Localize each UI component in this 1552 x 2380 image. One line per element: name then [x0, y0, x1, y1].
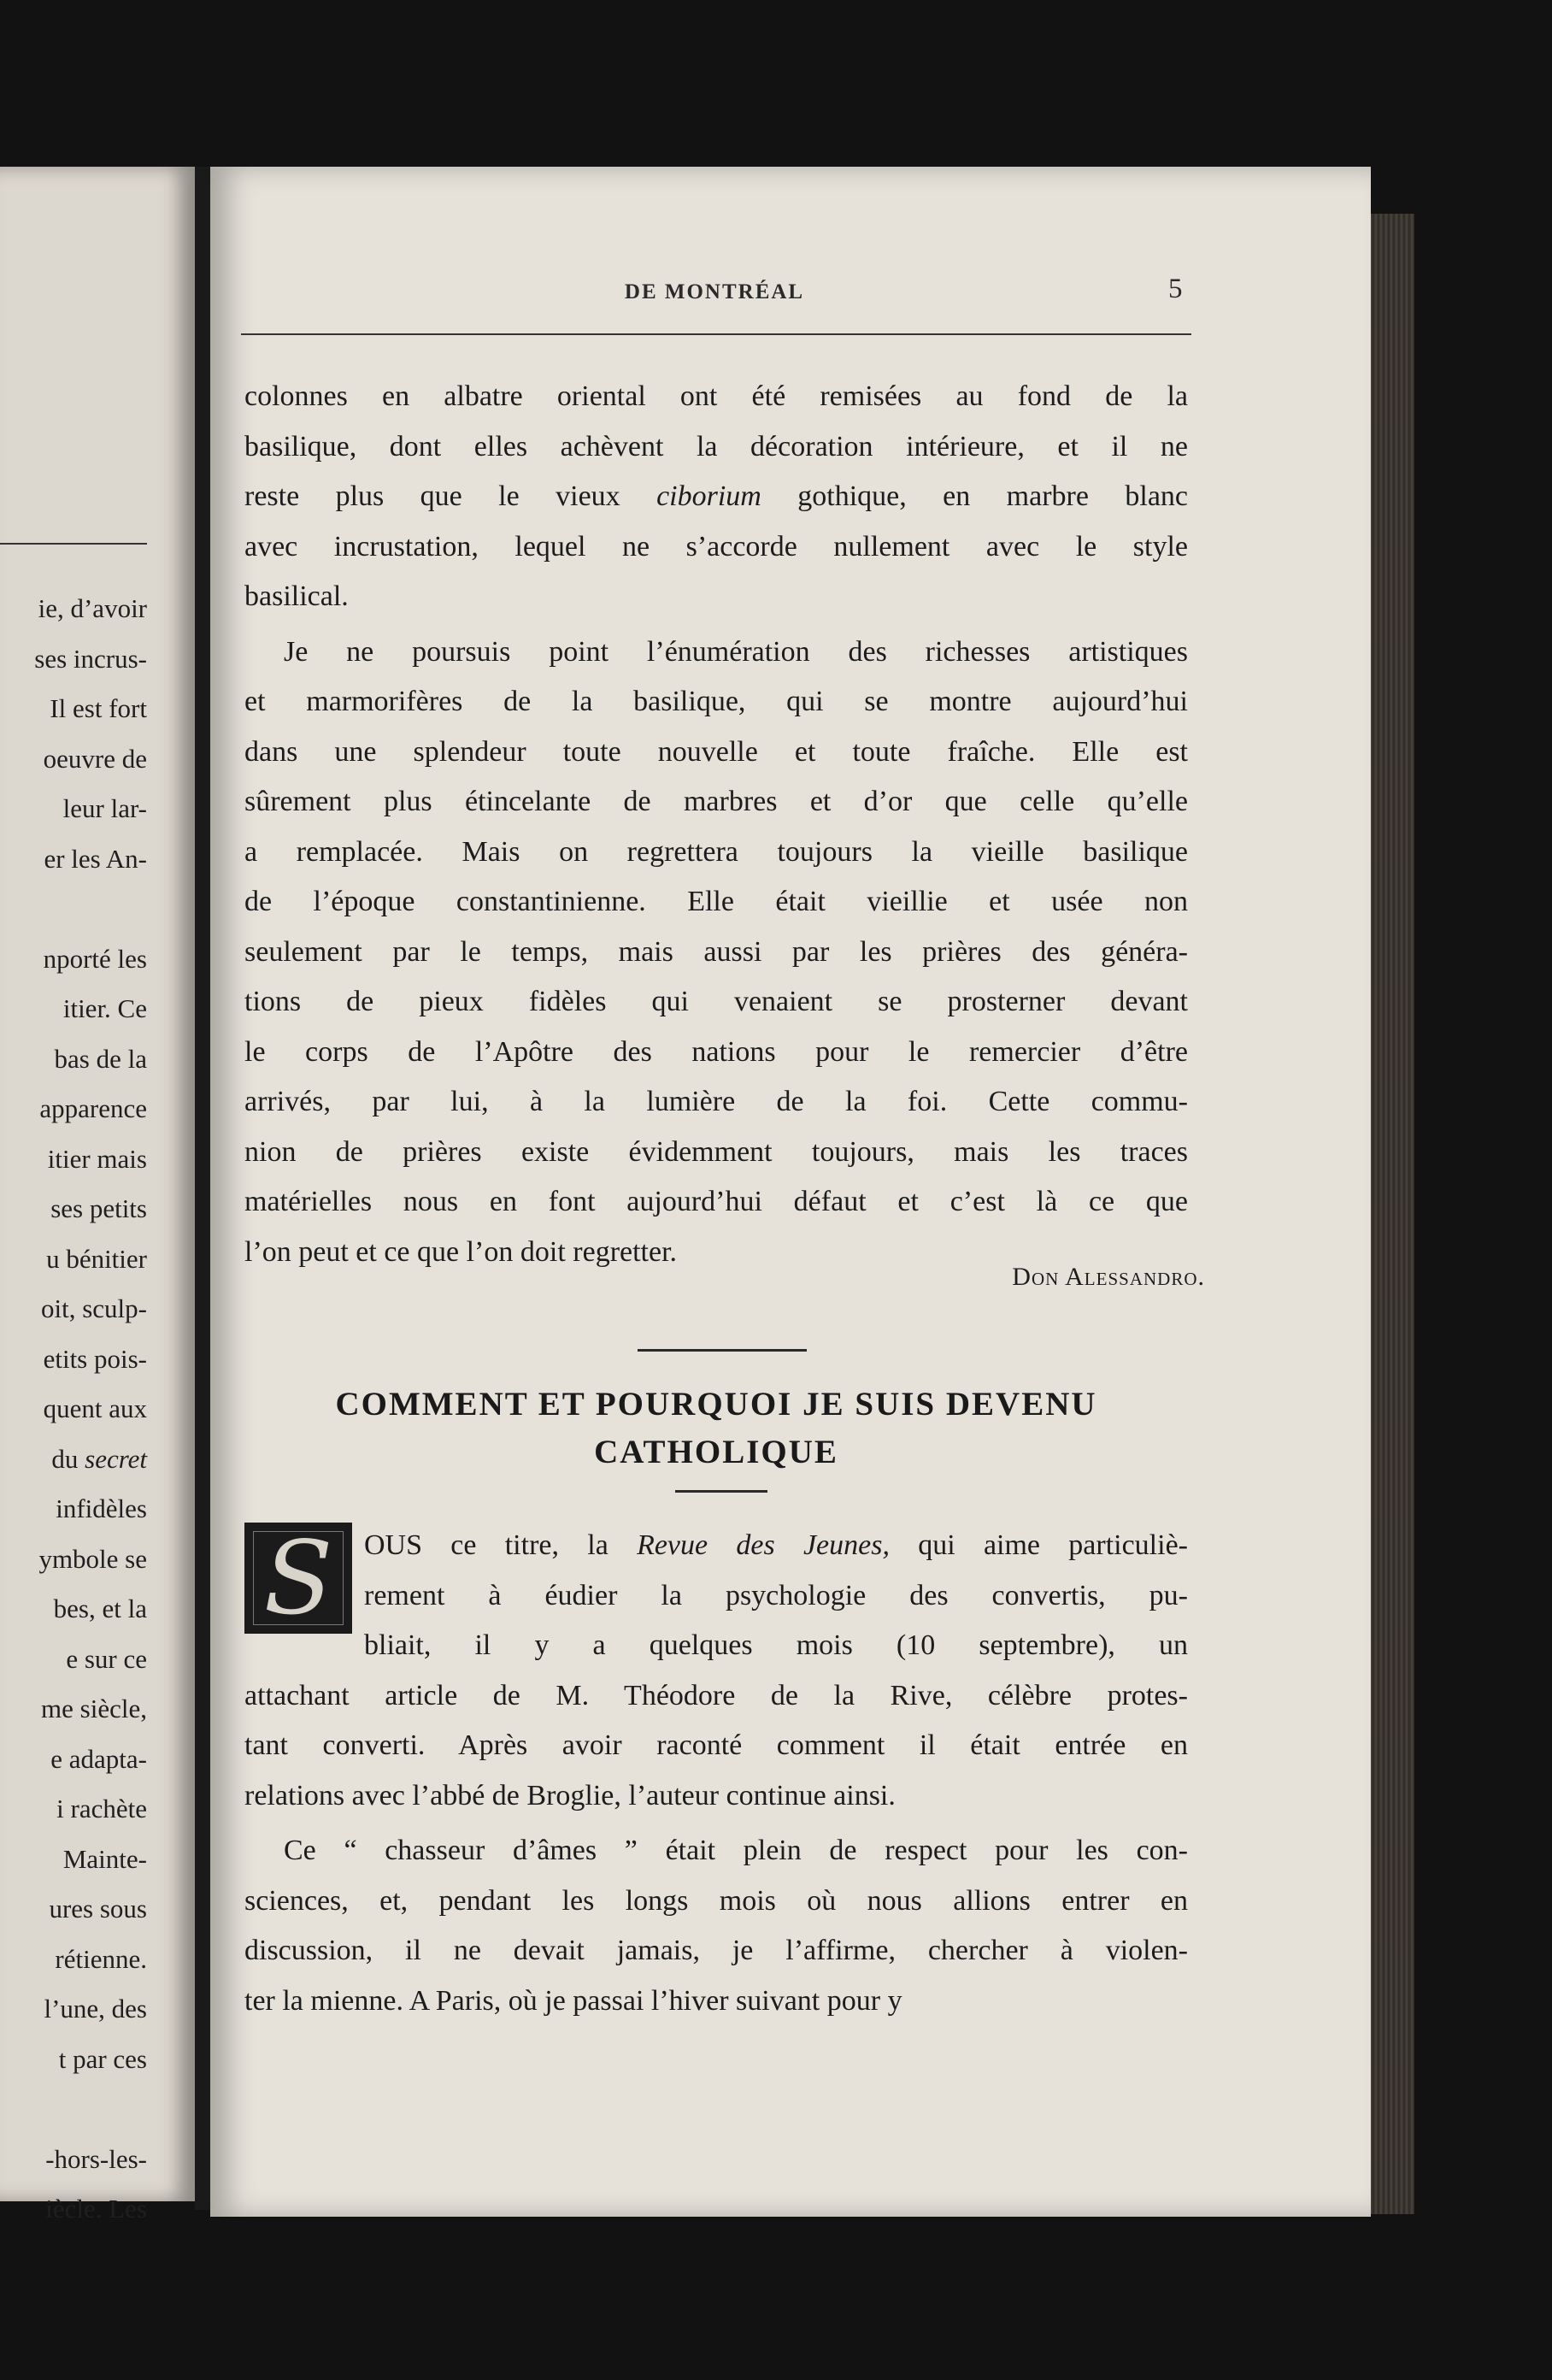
heading-underline	[675, 1490, 767, 1493]
previous-page-line: apparence	[39, 1093, 147, 1123]
paragraph-2	[244, 627, 1188, 1278]
previous-page-line: e sur ce	[66, 1643, 147, 1674]
previous-page-line	[0, 2084, 195, 2135]
previous-page-line: ures sous	[49, 1894, 147, 1923]
previous-page-text	[0, 584, 195, 2235]
text-line: colonnes en albatre oriental ont été remisées au fond de la	[244, 380, 1188, 412]
binding-gutter	[195, 167, 210, 2210]
previous-page-line: l’une, des	[44, 1994, 147, 2024]
text-line: l’on peut et ce que l’on doit regretter.	[244, 1235, 678, 1268]
previous-page-line: t par ces	[58, 2043, 147, 2074]
text-line: avec incrustation, lequel ne s’accorde nullement avec le style	[244, 530, 1188, 563]
previous-page-line: nporté les	[43, 943, 147, 974]
previous-page-line: iècle. Les	[45, 2194, 147, 2224]
text-line: Je ne poursuis point l’énumération des richesses artistiques	[284, 635, 1188, 668]
text-line: a remplacée. Mais on regrettera toujours la vieille basilique	[244, 835, 1188, 868]
body-text	[244, 372, 1188, 1277]
text-line: basilique, dont elles achèvent la décoration intérieure, et il ne	[244, 430, 1188, 462]
previous-page-line: oeuvre de	[43, 743, 147, 774]
text-line: tant converti. Après avoir raconté comment il était entrée en	[244, 1729, 1188, 1761]
text-line: sciences, et, pendant les longs mois où nous allions entrer en	[244, 1884, 1188, 1917]
previous-page-line: itier. Ce	[62, 993, 147, 1023]
text-line: relations avec l’abbé de Broglie, l’auteur continue ainsi.	[244, 1779, 896, 1812]
text-line: basilical.	[244, 580, 349, 612]
previous-page-line: itier mais	[47, 1143, 147, 1174]
previous-page-line: -hors-les-	[45, 2143, 147, 2174]
previous-page-line: bes, et la	[53, 1594, 147, 1623]
text-line: matérielles nous en font aujourd’hui défaut et c’est là ce que	[244, 1186, 1188, 1217]
previous-page-rule	[0, 543, 147, 545]
text-line: discussion, il ne devait jamais, je l’affirme, chercher à violen-	[244, 1935, 1188, 1966]
heading-line-2: CATHOLIQUE	[594, 1434, 838, 1470]
article-text	[244, 1521, 1188, 2026]
text-line: bliait, il y a quelques mois (10 septembre), un	[364, 1629, 1188, 1661]
previous-page-line: oit, sculp-	[41, 1293, 147, 1323]
previous-page-line: etits pois-	[43, 1343, 147, 1374]
previous-page-line: du secret	[51, 1443, 147, 1474]
heading-line-1: COMMENT ET POURQUOI JE SUIS DEVENU	[335, 1386, 1097, 1423]
text-line: seulement par le temps, mais aussi par les prières des généra-	[244, 935, 1188, 968]
text-line: arrivés, par lui, à la lumière de la foi. Cette commu-	[244, 1086, 1188, 1117]
running-head: DE MONTRÉAL	[624, 280, 805, 303]
previous-page-line: ses incrus-	[34, 643, 147, 674]
previous-page-line: Il est fort	[50, 693, 147, 723]
text-line: reste plus que le vieux ciborium gothique, en marbre blanc	[244, 480, 1188, 512]
previous-page-line: i rachète	[56, 1794, 147, 1823]
ornamental-dropcap: S	[244, 1523, 352, 1634]
text-line: rement à éudier la psychologie des convertis, pu-	[364, 1579, 1188, 1611]
previous-page-line: rétienne.	[55, 1943, 147, 1974]
signature: Don Alessandro.	[1012, 1263, 1205, 1291]
text-line: dans une splendeur toute nouvelle et toute fraîche. Elle est	[244, 735, 1188, 768]
previous-page-fragment	[0, 167, 195, 2224]
section-separator	[638, 1349, 807, 1352]
previous-page-line: quent aux	[43, 1393, 147, 1423]
article-paragraph-1	[244, 1521, 1188, 1821]
previous-page-line: Mainte-	[62, 1843, 147, 1874]
text-line: attachant article de M. Théodore de la Rive, célèbre protes-	[244, 1679, 1188, 1711]
text-line: Ce “ chasseur d’âmes ” était plein de respect pour les con-	[284, 1835, 1188, 1866]
text-line: le corps de l’Apôtre des nations pour le remercier d’être	[244, 1035, 1188, 1068]
article-heading	[244, 1381, 1188, 1476]
previous-page-line: infidèles	[56, 1493, 147, 1523]
page-edges	[1363, 214, 1414, 2214]
previous-page-line	[0, 884, 195, 934]
previous-page-line: er les An-	[44, 843, 147, 874]
previous-page-line: leur lar-	[62, 793, 147, 823]
previous-page-line: ie, d’avoir	[38, 593, 147, 623]
text-line: tions de pieux fidèles qui venaient se prosterner devant	[244, 986, 1188, 1017]
book-page	[210, 167, 1371, 2217]
page-number: 5	[1168, 274, 1183, 304]
previous-page-line: e adapta-	[50, 1743, 147, 1774]
text-line: sûrement plus étincelante de marbres et d’or que celle qu’elle	[244, 786, 1188, 817]
text-line: et marmorifères de la basilique, qui se montre aujourd’hui	[244, 686, 1188, 717]
paragraph-1	[244, 372, 1188, 622]
previous-page-line: ymbole se	[38, 1543, 147, 1574]
previous-page-line: u bénitier	[46, 1243, 147, 1274]
text-line: OUS ce titre, la Revue des Jeunes, qui aime particuliè-	[364, 1529, 1188, 1561]
text-line: de l’époque constantinienne. Elle était vieillie et usée non	[244, 886, 1188, 917]
article-paragraph-2	[244, 1826, 1188, 2026]
previous-page-line: ses petits	[50, 1193, 147, 1223]
text-line: ter la mienne. A Paris, où je passai l’hiver suivant pour y	[244, 1984, 902, 2017]
text-line: nion de prières existe évidemment toujours, mais les traces	[244, 1135, 1188, 1168]
header-rule	[241, 333, 1191, 335]
previous-page-line: me siècle,	[41, 1694, 147, 1723]
previous-page-line: bas de la	[54, 1043, 147, 1074]
